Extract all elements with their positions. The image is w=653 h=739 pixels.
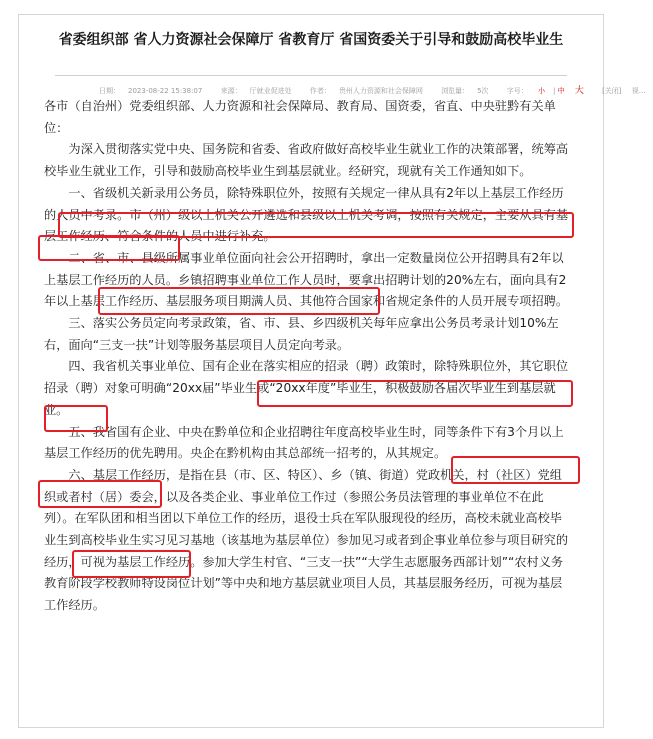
article-meta: [99, 83, 653, 96]
article-body: [44, 96, 574, 617]
paragraph-item-3: 三、落实公务员定向考录政策，省、市、县、乡四级机关每年应拿出公务员考录计划10%左右，面向“三支一扶”计划等服务基层项目人员定向考录。: [44, 316, 559, 352]
highlight-2: 省、市、县级所属事业单位面向社会公开招聘时: [92, 250, 349, 265]
highlight-5: 六、基层工作经历: [68, 467, 166, 482]
print-link[interactable]: 视...: [631, 87, 646, 95]
highlight-1: 省级机关新录用公务员，除特殊职位外，按照有关规定一律从具有2年以上基层工作经历的人员中考录。: [44, 185, 564, 222]
meta-font-size: 字号： 小 | 中 大: [506, 86, 584, 96]
highlight-3: 省、市、县、乡四级机关每年应拿出公务员考录计划10%左右: [44, 316, 559, 352]
font-medium-link[interactable]: 中: [557, 87, 565, 95]
meta-author: 作者： 贵州人力资源和社会保障网: [309, 87, 423, 95]
font-large-link[interactable]: 大: [574, 86, 584, 96]
meta-source: 来源： 厅就业促进处: [220, 87, 292, 95]
highlight-4: 积极鼓励各届次毕业生到基层就业。: [44, 381, 556, 417]
paragraph-item-5: 五、我省国有企业、中央在黔单位和企业招聘往年度高校毕业生时，同等条件下有3个月以上基层工作经历的优先聘用。央企在黔机构由其总部统一招考的，从其规定。: [44, 424, 564, 461]
paragraph-item-6: 六、基层工作经历，是指在县（市、区、特区）、乡（镇、街道）党政机关，村（社区）党组织或者村（居）委会，以及各类企业、事业单位工作过（参照公务员法管理的事业单位不在此列）。在军队团和相当团以下单位工作的经历，退役士兵在军队服现役的经历，高校未就业高校毕业生到高校毕业生实习见习基地（该基地为基层单位）参加见习或者到企事业单位参与项目研究的经历，可视为基层工作经历。参加大学生村官、“三支一扶”“大学生志愿服务西部计划”“农村义务教育阶段学校教师特设岗位计划”等中央和地方基层就业项目人员，其基层服务经历，可视为基层工作经历。: [44, 467, 569, 613]
title-divider: [55, 75, 567, 76]
meta-date: 日期： 2023-08-22 15:38:07: [99, 87, 203, 95]
close-link[interactable]: [关闭]: [602, 87, 622, 95]
meta-views: 浏览量： 5次: [441, 87, 489, 95]
paragraph-item-4: 四、我省机关事业单位、国有企业在落实相应的招录（聘）政策时，除特殊职位外，其它职位招录（聘）对象可明确“20xx届”毕业生或“20xx年度”毕业生，积极鼓励各届次毕业生到基层就业。: [44, 359, 569, 417]
paragraph-item-2: 二、省、市、县级所属事业单位面向社会公开招聘时，拿出一定数量岗位公开招聘具有2年以上基层工作经历的人员。乡镇招聘事业单位工作人员时，要拿出招聘计划的20%左右，面向具有2年以上基层工作经历、基层服务项目期满人员、其他符合国家和省规定条件的人员开展专项招聘。: [44, 250, 569, 309]
paragraph-intro: 为深入贯彻落实党中央、国务院和省委、省政府做好高校毕业生就业工作的决策部署，统筹高校毕业生就业工作，引导和鼓励高校毕业生到基层就业。经研究，现就有关工作通知如下。: [44, 142, 569, 179]
paragraph-item-1: 一、省级机关新录用公务员，除特殊职位外，按照有关规定一律从具有2年以上基层工作经历的人员中考录。市（州）级以上机关公开遴选和县级以上机关考调，按照有关规定，主要从具有基层工作经历、符合条件的人员中进行补充。: [44, 185, 569, 244]
font-small-link[interactable]: 小: [538, 87, 545, 95]
paragraph-salutation: 各市（自治州）党委组织部、人力资源和社会保障局、教育局、国资委，省直、中央驻黔有关单位：: [44, 99, 556, 135]
article-title: 省委组织部 省人力资源社会保障厅 省教育厅 省国资委关于引导和鼓励高校毕业生: [58, 32, 564, 48]
